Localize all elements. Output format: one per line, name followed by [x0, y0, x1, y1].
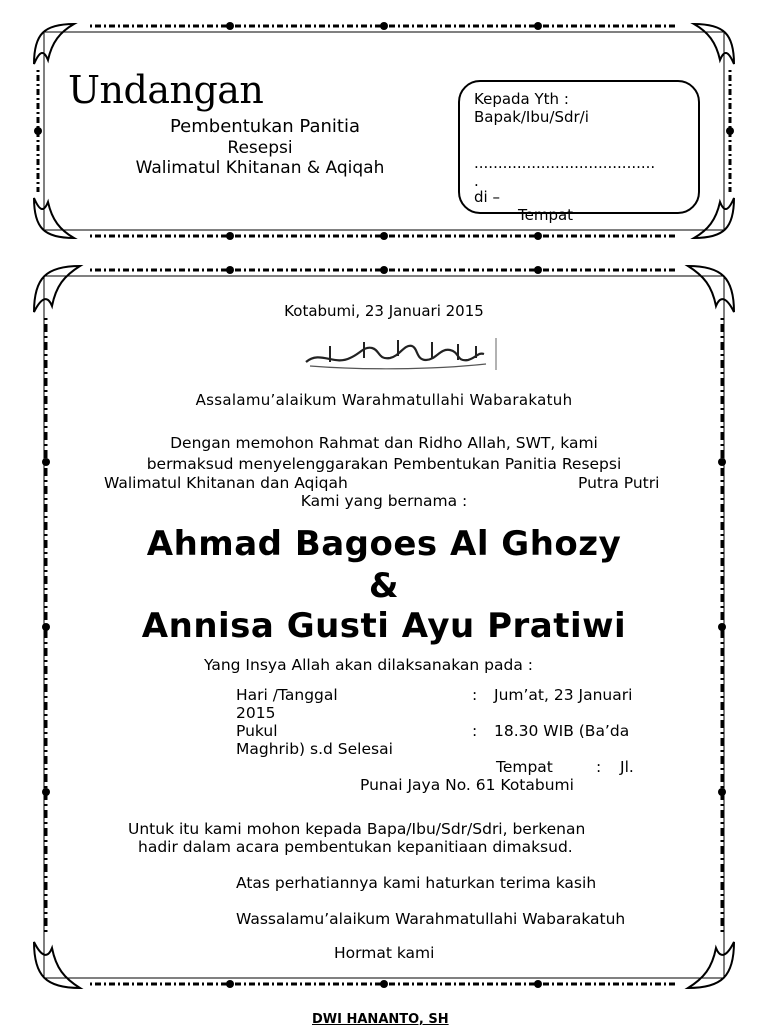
intro-line-1: Dengan memohon Rahmat dan Ridho Allah, SWT, kami	[170, 434, 598, 452]
letter-date: Kotabumi, 23 Januari 2015	[284, 302, 484, 320]
place-colon: :	[596, 758, 602, 776]
name-ampersand: &	[368, 566, 400, 606]
recipient-salutation: Kepada Yth :	[474, 90, 569, 108]
regards-line: Hormat kami	[334, 944, 435, 962]
day-value-wrap: 2015	[236, 704, 276, 722]
subtitle-reception: Resepsi	[227, 138, 293, 158]
invitation-title: Undangan	[68, 68, 264, 112]
child-name-1: Ahmad Bagoes Al Ghozy	[146, 524, 622, 564]
child-name-2: Annisa Gusti Ayu Pratiwi	[141, 606, 627, 646]
place-value: Jl.	[620, 758, 634, 776]
recipient-titles: Bapak/Ibu/Sdr/i	[474, 108, 589, 126]
day-colon: :	[472, 686, 478, 704]
subtitle-event: Walimatul Khitanan & Aqiqah	[135, 158, 385, 178]
recipient-place: Tempat	[518, 206, 574, 224]
time-colon: :	[472, 722, 478, 740]
place-value-wrap: Punai Jaya No. 61 Kotabumi	[360, 776, 574, 794]
recipient-name-blank: ......................................	[474, 154, 656, 172]
recipient-di: di –	[474, 188, 500, 206]
intro-line-4: Kami yang bernama :	[300, 492, 468, 510]
time-label: Pukul	[236, 722, 278, 740]
signatory-name: DWI HANANTO, SH	[312, 1012, 449, 1027]
recipient-name-blank-end: .	[474, 172, 479, 190]
time-value: 18.30 WIB (Ba’da	[494, 722, 630, 740]
request-line-2: hadir dalam acara pembentukan kepanitiaan dimaksud.	[138, 838, 573, 856]
closing-greeting: Wassalamu’alaikum Warahmatullahi Wabarakatuh	[236, 910, 626, 928]
basmalah-calligraphy	[300, 336, 500, 372]
schedule-intro: Yang Insya Allah akan dilaksanakan pada :	[204, 656, 534, 674]
intro-line-2: bermaksud menyelenggarakan Pembentukan Panitia Resepsi	[146, 455, 622, 473]
intro-line-3: Walimatul Khitanan dan Aqiqah	[104, 474, 348, 492]
day-label: Hari /Tanggal	[236, 686, 338, 704]
place-label: Tempat	[496, 758, 553, 776]
thanks-line: Atas perhatiannya kami haturkan terima kasih	[236, 874, 597, 892]
subtitle-committee: Pembentukan Panitia	[169, 116, 361, 137]
request-line-1: Untuk itu kami mohon kepada Bapa/Ibu/Sdr/Sdri, berkenan	[128, 820, 586, 838]
day-value: Jum’at, 23 Januari	[494, 686, 633, 704]
opening-greeting: Assalamu’alaikum Warahmatullahi Wabarakatuh	[195, 391, 573, 409]
intro-line-3-children: Putra Putri	[578, 474, 660, 492]
time-value-wrap: Maghrib) s.d Selesai	[236, 740, 393, 758]
recipient-address-box	[458, 80, 700, 224]
